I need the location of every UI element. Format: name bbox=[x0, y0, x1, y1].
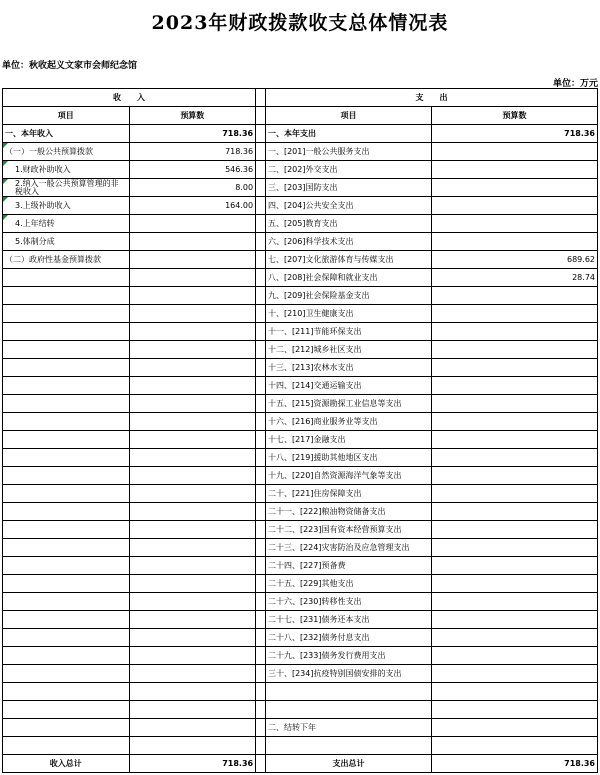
expense-item-cell: 二十九、[233]债务发行费用支出 bbox=[265, 647, 431, 665]
expense-item-cell: 一、[201]一般公共服务支出 bbox=[265, 143, 431, 161]
income-item-cell: 1.财政补助收入 bbox=[3, 161, 130, 179]
table-row bbox=[3, 737, 598, 755]
table-row bbox=[3, 503, 598, 521]
unit-label-right: 单位：万元 bbox=[552, 79, 598, 89]
table-row bbox=[3, 521, 598, 539]
expense-value-cell bbox=[431, 683, 597, 701]
income-item-cell bbox=[3, 665, 130, 683]
income-item-cell bbox=[3, 611, 130, 629]
income-value-cell bbox=[129, 593, 256, 611]
income-item-cell bbox=[3, 305, 130, 323]
table-row bbox=[3, 287, 598, 305]
income-item-cell: （一）一般公共预算拨款 bbox=[3, 143, 130, 161]
table-row bbox=[3, 251, 598, 269]
expense-value-cell: 689.62 bbox=[431, 251, 597, 269]
expense-item-cell: 二十二、[223]国有资本经营预算支出 bbox=[265, 521, 431, 539]
table-row bbox=[3, 611, 598, 629]
expense-budget-header: 预算数 bbox=[431, 107, 597, 125]
expense-item-cell: 十一、[211]节能环保支出 bbox=[265, 323, 431, 341]
income-item-cell bbox=[3, 413, 130, 431]
expense-value-cell bbox=[431, 161, 597, 179]
income-budget-header: 预算数 bbox=[129, 107, 256, 125]
expense-item-cell bbox=[265, 701, 431, 719]
income-value-cell bbox=[129, 233, 256, 251]
table-row bbox=[3, 629, 598, 647]
column-header-row bbox=[3, 107, 598, 125]
expense-value-cell bbox=[431, 737, 597, 755]
expense-item-cell: 二十、[221]住房保障支出 bbox=[265, 485, 431, 503]
income-value-cell bbox=[129, 683, 256, 701]
expense-value-cell bbox=[431, 593, 597, 611]
section-header-row bbox=[3, 89, 598, 107]
expense-value-cell bbox=[431, 485, 597, 503]
expense-item-cell: 七、[207]文化旅游体育与传媒支出 bbox=[265, 251, 431, 269]
income-value-cell bbox=[129, 557, 256, 575]
table-row bbox=[3, 575, 598, 593]
income-item-cell bbox=[3, 395, 130, 413]
income-value-cell bbox=[129, 701, 256, 719]
income-value-cell bbox=[129, 485, 256, 503]
table-row bbox=[3, 215, 598, 233]
income-value-cell bbox=[129, 575, 256, 593]
income-value-cell bbox=[129, 377, 256, 395]
income-value-cell bbox=[129, 287, 256, 305]
table-row bbox=[3, 179, 598, 197]
income-section-header: 收 入 bbox=[3, 89, 256, 107]
expense-value-cell bbox=[431, 359, 597, 377]
expense-value-cell bbox=[431, 575, 597, 593]
income-item-cell bbox=[3, 521, 130, 539]
expense-item-cell: 十六、[216]商业服务业等支出 bbox=[265, 413, 431, 431]
income-value-cell bbox=[129, 539, 256, 557]
income-item-cell bbox=[3, 359, 130, 377]
income-item-cell: 5.体制分成 bbox=[3, 233, 130, 251]
expense-value-cell bbox=[431, 395, 597, 413]
income-item-cell bbox=[3, 269, 130, 287]
expense-value-cell bbox=[431, 215, 597, 233]
expense-value-cell bbox=[431, 377, 597, 395]
expense-item-cell bbox=[265, 737, 431, 755]
table-row bbox=[3, 359, 598, 377]
income-item-header: 项目 bbox=[3, 107, 130, 125]
income-item-cell bbox=[3, 557, 130, 575]
expense-item-cell: 十三、[213]农林水支出 bbox=[265, 359, 431, 377]
expense-value-cell bbox=[431, 521, 597, 539]
income-value-cell bbox=[129, 341, 256, 359]
income-item-cell bbox=[3, 593, 130, 611]
income-value-cell: 8.00 bbox=[129, 179, 256, 197]
table-row bbox=[3, 467, 598, 485]
income-item-cell bbox=[3, 719, 130, 737]
income-value-cell bbox=[129, 503, 256, 521]
expense-item-cell: 十二、[212]城乡社区支出 bbox=[265, 341, 431, 359]
table-row bbox=[3, 647, 598, 665]
income-item-cell bbox=[3, 701, 130, 719]
table-row bbox=[3, 341, 598, 359]
income-item-cell bbox=[3, 449, 130, 467]
expense-value-cell: 718.36 bbox=[431, 125, 597, 143]
expense-value-cell bbox=[431, 629, 597, 647]
income-value-cell bbox=[129, 647, 256, 665]
income-value-cell bbox=[129, 521, 256, 539]
income-item-cell bbox=[3, 539, 130, 557]
expense-item-cell: 二十六、[230]转移性支出 bbox=[265, 593, 431, 611]
income-item-cell: 一、本年收入 bbox=[3, 125, 130, 143]
table-row bbox=[3, 413, 598, 431]
expense-item-cell: 二十七、[231]债务还本支出 bbox=[265, 611, 431, 629]
expense-item-cell: 四、[204]公共安全支出 bbox=[265, 197, 431, 215]
expense-item-cell: 五、[205]教育支出 bbox=[265, 215, 431, 233]
income-total-label: 收入总计 bbox=[3, 755, 130, 773]
income-value-cell bbox=[129, 251, 256, 269]
income-value-cell bbox=[129, 323, 256, 341]
expense-value-cell bbox=[431, 701, 597, 719]
expense-item-cell: 二、结转下年 bbox=[265, 719, 431, 737]
budget-table bbox=[2, 88, 598, 774]
table-row bbox=[3, 395, 598, 413]
expense-value-cell bbox=[431, 179, 597, 197]
expense-value-cell bbox=[431, 611, 597, 629]
expense-item-cell: 一、本年支出 bbox=[265, 125, 431, 143]
table-row bbox=[3, 323, 598, 341]
expense-item-cell: 二十八、[232]债务付息支出 bbox=[265, 629, 431, 647]
expense-value-cell bbox=[431, 719, 597, 737]
income-item-cell: 2.纳入一般公共预算管理的非税收入 bbox=[3, 179, 130, 197]
expense-item-cell: 十八、[219]援助其他地区支出 bbox=[265, 449, 431, 467]
table-row bbox=[3, 719, 598, 737]
income-value-cell bbox=[129, 449, 256, 467]
expense-item-cell: 十、[210]卫生健康支出 bbox=[265, 305, 431, 323]
expense-value-cell bbox=[431, 233, 597, 251]
expense-value-cell bbox=[431, 197, 597, 215]
income-item-cell bbox=[3, 503, 130, 521]
expense-item-cell: 六、[206]科学技术支出 bbox=[265, 233, 431, 251]
income-value-cell bbox=[129, 611, 256, 629]
income-item-cell bbox=[3, 629, 130, 647]
expense-section-header: 支 出 bbox=[265, 89, 597, 107]
expense-value-cell bbox=[431, 431, 597, 449]
totals-row bbox=[3, 755, 598, 773]
expense-total-value: 718.36 bbox=[431, 755, 597, 773]
income-value-cell bbox=[129, 467, 256, 485]
table-row bbox=[3, 557, 598, 575]
income-value-cell bbox=[129, 413, 256, 431]
expense-value-cell bbox=[431, 287, 597, 305]
table-row bbox=[3, 269, 598, 287]
expense-item-cell bbox=[265, 683, 431, 701]
income-value-cell bbox=[129, 359, 256, 377]
income-item-cell: 3.上级补助收入 bbox=[3, 197, 130, 215]
expense-value-cell bbox=[431, 539, 597, 557]
expense-item-cell: 二十四、[227]预备费 bbox=[265, 557, 431, 575]
income-value-cell bbox=[129, 665, 256, 683]
expense-item-cell: 二十三、[224]灾害防治及应急管理支出 bbox=[265, 539, 431, 557]
table-row bbox=[3, 125, 598, 143]
income-item-cell: （二）政府性基金预算拨款 bbox=[3, 251, 130, 269]
expense-value-cell bbox=[431, 557, 597, 575]
income-item-cell bbox=[3, 485, 130, 503]
income-item-cell bbox=[3, 737, 130, 755]
page-title: 2023年财政拨款收支总体情况表 bbox=[151, 12, 449, 34]
income-value-cell bbox=[129, 215, 256, 233]
income-item-cell bbox=[3, 647, 130, 665]
table-row bbox=[3, 485, 598, 503]
income-item-cell bbox=[3, 575, 130, 593]
income-value-cell bbox=[129, 719, 256, 737]
expense-item-cell: 十五、[215]资源勘探工业信息等支出 bbox=[265, 395, 431, 413]
income-total-value: 718.36 bbox=[129, 755, 256, 773]
expense-value-cell bbox=[431, 143, 597, 161]
expense-item-cell: 十七、[217]金融支出 bbox=[265, 431, 431, 449]
table-row bbox=[3, 701, 598, 719]
income-value-cell: 164.00 bbox=[129, 197, 256, 215]
table-row bbox=[3, 593, 598, 611]
income-item-cell bbox=[3, 287, 130, 305]
expense-item-cell: 三十、[234]抗疫特别国债安排的支出 bbox=[265, 665, 431, 683]
expense-item-cell: 十四、[214]交通运输支出 bbox=[265, 377, 431, 395]
table-row bbox=[3, 665, 598, 683]
table-row bbox=[3, 431, 598, 449]
expense-value-cell bbox=[431, 323, 597, 341]
unit-label-left: 单位：秋收起义文家市会师纪念馆 bbox=[2, 61, 138, 71]
expense-item-cell: 十九、[220]自然资源海洋气象等支出 bbox=[265, 467, 431, 485]
income-item-cell: 4.上年结转 bbox=[3, 215, 130, 233]
expense-value-cell: 28.74 bbox=[431, 269, 597, 287]
income-item-cell bbox=[3, 431, 130, 449]
income-value-cell: 546.36 bbox=[129, 161, 256, 179]
table-row bbox=[3, 683, 598, 701]
table-row bbox=[3, 305, 598, 323]
income-item-cell bbox=[3, 467, 130, 485]
expense-value-cell bbox=[431, 503, 597, 521]
table-row bbox=[3, 377, 598, 395]
expense-value-cell bbox=[431, 665, 597, 683]
expense-item-cell: 三、[203]国防支出 bbox=[265, 179, 431, 197]
expense-item-cell: 九、[209]社会保险基金支出 bbox=[265, 287, 431, 305]
table-row bbox=[3, 449, 598, 467]
expense-item-cell: 八、[208]社会保障和就业支出 bbox=[265, 269, 431, 287]
income-item-cell bbox=[3, 683, 130, 701]
expense-value-cell bbox=[431, 449, 597, 467]
expense-value-cell bbox=[431, 467, 597, 485]
income-value-cell bbox=[129, 629, 256, 647]
income-value-cell bbox=[129, 737, 256, 755]
income-item-cell bbox=[3, 377, 130, 395]
income-value-cell bbox=[129, 305, 256, 323]
income-value-cell bbox=[129, 269, 256, 287]
expense-item-cell: 二十一、[222]粮油物资储备支出 bbox=[265, 503, 431, 521]
table-row bbox=[3, 143, 598, 161]
expense-item-cell: 二、[202]外交支出 bbox=[265, 161, 431, 179]
expense-total-label: 支出总计 bbox=[265, 755, 431, 773]
table-row bbox=[3, 161, 598, 179]
expense-value-cell bbox=[431, 341, 597, 359]
income-value-cell: 718.36 bbox=[129, 125, 256, 143]
income-value-cell: 718.36 bbox=[129, 143, 256, 161]
expense-value-cell bbox=[431, 305, 597, 323]
income-item-cell bbox=[3, 341, 130, 359]
income-value-cell bbox=[129, 431, 256, 449]
income-value-cell bbox=[129, 395, 256, 413]
expense-value-cell bbox=[431, 647, 597, 665]
expense-item-header: 项目 bbox=[265, 107, 431, 125]
income-item-cell bbox=[3, 323, 130, 341]
table-row bbox=[3, 539, 598, 557]
table-row bbox=[3, 197, 598, 215]
table-row bbox=[3, 233, 598, 251]
expense-item-cell: 二十五、[229]其他支出 bbox=[265, 575, 431, 593]
expense-value-cell bbox=[431, 413, 597, 431]
